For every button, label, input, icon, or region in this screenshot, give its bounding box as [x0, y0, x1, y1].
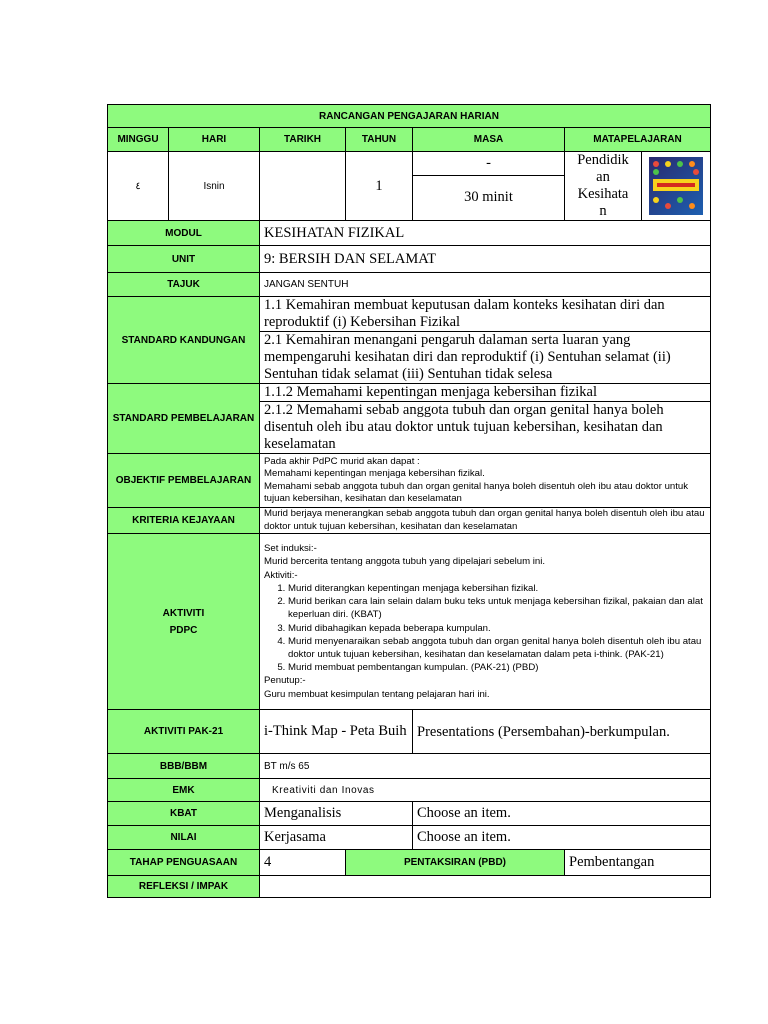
aktiviti-step: 2. Murid berikan cara lain selain dalam buku teks untuk menjaga kebersihan fizikal, pakaian dan alat keperluan diri. (KBAT) — [288, 595, 706, 621]
pbd-label: PENTAKSIRAN (PBD) — [346, 850, 565, 876]
pak21-right-value[interactable]: Presentations (Persembahan)-berkumpulan. — [413, 710, 711, 754]
standard-pembelajaran-2[interactable]: 2.1.2 Memahami sebab anggota tubuh dan organ genital hanya boleh disentuh oleh ibu atau doktor untuk tujuan kebersihan, kesihatan dan keselamatan — [260, 402, 711, 454]
col-tahun: TAHUN — [346, 128, 413, 152]
aktiviti-steps — [264, 582, 706, 674]
standard-kandungan-label: STANDARD KANDUNGAN — [108, 297, 260, 384]
bbb-label: BBB/BBM — [108, 754, 260, 779]
tajuk-label: TAJUK — [108, 273, 260, 297]
hari-value[interactable]: Isnin — [169, 152, 260, 221]
refleksi-value[interactable] — [260, 876, 711, 898]
tahap-label: TAHAP PENGUASAAN — [108, 850, 260, 876]
aktiviti-step: 3. Murid dibahagikan kepada beberapa kumpulan. — [288, 622, 706, 635]
tajuk-value[interactable]: JANGAN SENTUH — [260, 273, 711, 297]
bbb-value[interactable]: BT m/s 65 — [260, 754, 711, 779]
col-masa: MASA — [413, 128, 565, 152]
col-matapelajaran: MATAPELAJARAN — [565, 128, 711, 152]
masa-top-value[interactable]: - — [413, 153, 564, 175]
refleksi-label: REFLEKSI / IMPAK — [108, 876, 260, 898]
lesson-plan-sheet — [107, 104, 710, 898]
pak21-label: AKTIVITI PAK-21 — [108, 710, 260, 754]
standard-kandungan-2[interactable]: 2.1 Kemahiran menangani pengaruh dalaman serta luaran yang mempengaruhi kesihatan diri dan reproduktif (i) Sentuhan selamat (ii) Sentuhan tidak selamat (iii) Sentuhan tidak selesa — [260, 332, 711, 384]
objektif-value[interactable]: Pada akhir PdPC murid akan dapat : Memahami kepentingan menjaga kebersihan fizikal. Memahami sebab anggota tubuh dan organ genital hanya boleh disentuh oleh ibu atau doktor untuk tujuan kebersihan, kesihatan dan keselamatan — [260, 454, 711, 508]
pak21-left-value[interactable]: i-Think Map - Peta Buih — [260, 710, 413, 754]
aktiviti-step: 1. Murid diterangkan kepentingan menjaga kebersihan fizikal. — [288, 582, 706, 595]
tahun-value[interactable]: 1 — [346, 152, 413, 221]
tarikh-value[interactable] — [260, 152, 346, 221]
unit-value[interactable]: 9: BERSIH DAN SELAMAT — [260, 246, 711, 273]
kriteria-value[interactable]: Murid berjaya menerangkan sebab anggota tubuh dan organ genital hanya boleh disentuh oleh ibu atau doktor untuk tujuan kebersihan, kesihatan dan keselamatan — [260, 508, 711, 534]
kbat-value[interactable]: Menganalisis — [260, 802, 413, 826]
col-minggu: MINGGU — [108, 128, 169, 152]
pbd-value[interactable]: Pembentangan — [565, 850, 711, 876]
standard-pembelajaran-label: STANDARD PEMBELAJARAN — [108, 384, 260, 454]
kriteria-label: KRITERIA KEJAYAAN — [108, 508, 260, 534]
textbook-cover-image — [642, 152, 711, 220]
nilai-value[interactable]: Kerjasama — [260, 826, 413, 850]
nilai-choice-dropdown[interactable]: Choose an item. — [413, 826, 711, 850]
tahap-value[interactable]: 4 — [260, 850, 346, 876]
lesson-plan-table — [107, 104, 711, 898]
aktiviti-label: AKTIVITI PDPC — [108, 534, 260, 710]
col-tarikh: TARIKH — [260, 128, 346, 152]
aktiviti-step: 4. Murid menyenaraikan sebab anggota tubuh dan organ genital hanya boleh disentuh oleh ibu atau doktor untuk tujuan kebersihan, kesihatan dan keselamatan dalam peta i-think. (PAK-21) — [288, 635, 706, 661]
modul-label: MODUL — [108, 221, 260, 246]
aktiviti-value[interactable]: Set induksi:- Murid bercerita tentang anggota tubuh yang dipelajari sebelum ini. Aktiviti:- 1. Murid diterangkan kepentingan menjaga kebersihan fizikal. 2. Murid berikan cara lain selain dalam buku teks untuk menjaga kebersihan fizikal, pakaian dan alat keperluan diri. (KBAT) 3. Murid dibahagikan kepada beberapa kumpulan. 4. Murid menyenaraikan sebab anggota tubuh dan organ genital hanya boleh disentuh oleh ibu atau doktor untuk tujuan kebersihan, kesihatan dan keselamatan dalam peta i-think. (PAK-21) 5. Murid membuat pembentangan kumpulan. (PAK-21) (PBD) Penutup:- Guru membuat kesimpulan tentang pelajaran hari ini. — [260, 534, 711, 710]
emk-value[interactable]: Kreativiti dan Inovas — [260, 779, 711, 802]
matapelajaran-value: Pendidik an Kesihata n — [565, 152, 642, 220]
aktiviti-step: 5. Murid membuat pembentangan kumpulan. (PAK-21) (PBD) — [288, 661, 706, 674]
kbat-choice-dropdown[interactable]: Choose an item. — [413, 802, 711, 826]
standard-kandungan-1[interactable]: 1.1 Kemahiran membuat keputusan dalam konteks kesihatan diri dan reproduktif (i) Kebersihan Fizikal — [260, 297, 711, 332]
plan-title: RANCANGAN PENGAJARAN HARIAN — [108, 105, 711, 128]
standard-pembelajaran-1[interactable]: 1.1.2 Memahami kepentingan menjaga kebersihan fizikal — [260, 384, 711, 402]
objektif-label: OBJEKTIF PEMBELAJARAN — [108, 454, 260, 508]
col-hari: HARI — [169, 128, 260, 152]
matapelajaran-cell — [565, 152, 711, 221]
masa-cell — [413, 152, 565, 221]
modul-value[interactable]: KESIHATAN FIZIKAL — [260, 221, 711, 246]
emk-label: EMK — [108, 779, 260, 802]
masa-value[interactable]: 30 minit — [464, 188, 513, 205]
unit-label: UNIT — [108, 246, 260, 273]
kbat-label: KBAT — [108, 802, 260, 826]
nilai-label: NILAI — [108, 826, 260, 850]
minggu-value[interactable]: ٤ — [108, 152, 169, 221]
